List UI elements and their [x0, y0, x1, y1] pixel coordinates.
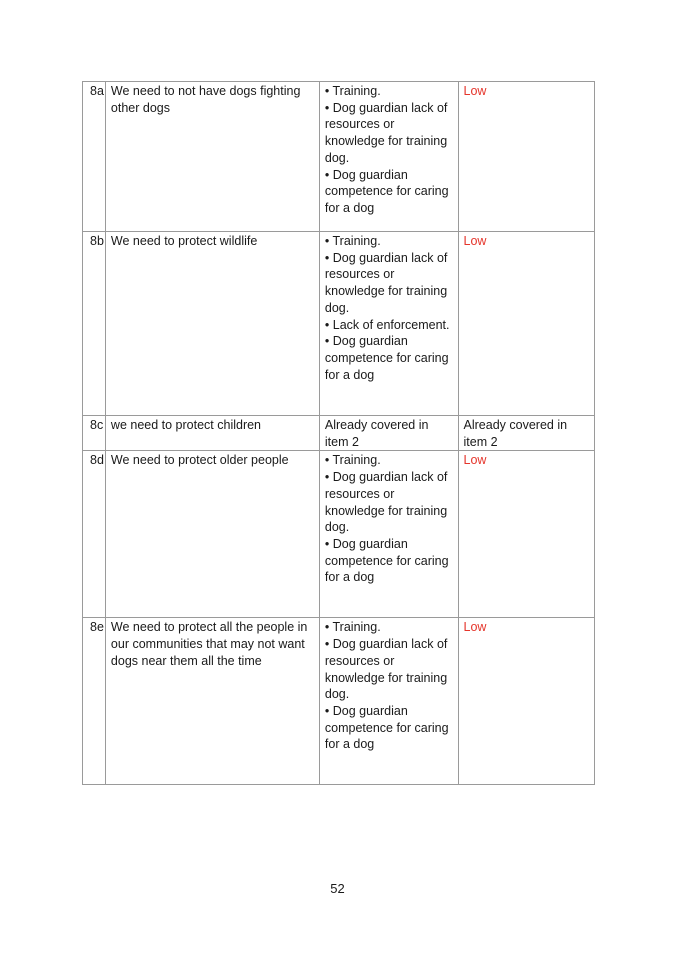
factor-item: • Dog guardian competence for caring for a dog: [324, 536, 449, 585]
factor-item: • Dog guardian lack of resources or knowledge for training dog.: [324, 100, 448, 165]
rating-cell: Low: [458, 451, 594, 618]
factor-item: • Dog guardian lack of resources or knowledge for training dog.: [324, 637, 448, 702]
factor-item: • Dog guardian competence for caring for a dog: [324, 167, 449, 215]
need-cell: We need to protect older people: [105, 451, 319, 618]
factor-item: • Training.: [324, 620, 381, 635]
factor-item: • Training.: [324, 453, 381, 468]
row-id: 8c: [83, 416, 106, 451]
needs-table: [82, 81, 595, 785]
row-id: 8b: [83, 232, 106, 416]
need-cell: We need to protect all the people in our communities that may not want dogs near them all the time: [105, 618, 319, 785]
table-row: [83, 82, 595, 232]
table-row: [83, 618, 595, 785]
row-id: 8d: [83, 451, 106, 618]
table-row: [83, 416, 595, 451]
factors-cell: [319, 82, 458, 232]
rating-cell: Already covered in item 2: [458, 416, 594, 451]
factor-item: • Lack of enforcement.: [324, 317, 450, 332]
table-row: [83, 232, 595, 416]
factors-cell: [319, 451, 458, 618]
need-cell: We need to not have dogs fighting other dogs: [105, 82, 319, 232]
factor-item: • Training.: [324, 84, 381, 98]
row-id: 8a: [83, 82, 106, 232]
table-row: [83, 451, 595, 618]
factor-item: • Dog guardian lack of resources or knowledge for training dog.: [324, 470, 448, 535]
factor-item: • Dog guardian competence for caring for a dog: [324, 703, 449, 752]
factor-item: • Dog guardian lack of resources or knowledge for training dog.: [324, 250, 448, 315]
factor-item: • Training.: [324, 234, 381, 248]
factors-cell: [319, 232, 458, 416]
rating-cell: Low: [458, 618, 594, 785]
rating-cell: Low: [458, 232, 594, 416]
factors-cell: Already covered in item 2: [319, 416, 458, 451]
page-number: 52: [330, 881, 345, 896]
factor-item: • Dog guardian competence for caring for a dog: [324, 334, 449, 382]
factors-cell: [319, 618, 458, 785]
need-cell: we need to protect children: [105, 416, 319, 451]
rating-cell: Low: [458, 82, 594, 232]
need-cell: We need to protect wildlife: [105, 232, 319, 416]
row-id: 8e: [83, 618, 106, 785]
